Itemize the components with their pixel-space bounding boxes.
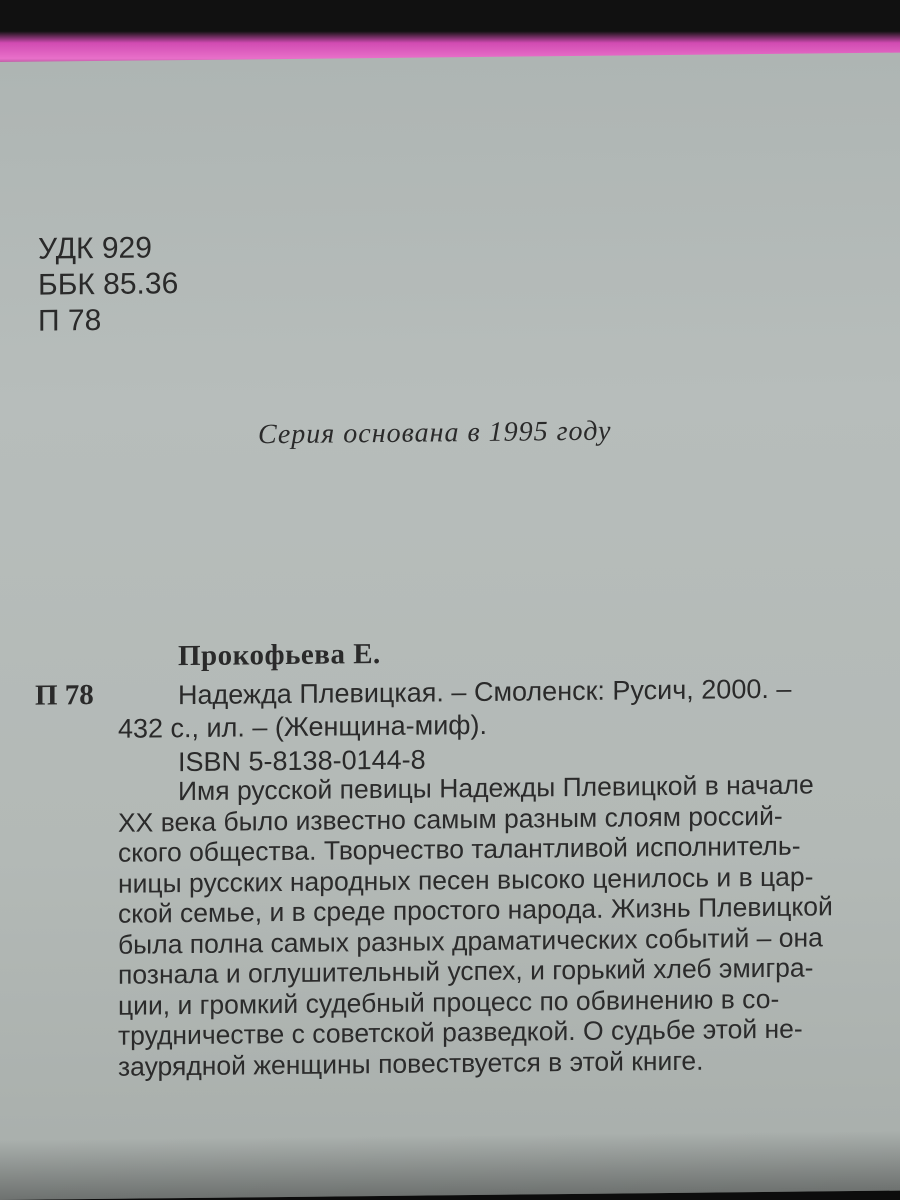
classification-codes — [38, 230, 178, 339]
annotation-line: трудничестве с советской разведкой. О судьбе этой не- — [118, 1013, 803, 1051]
catalog-annotation — [118, 769, 848, 1082]
annotation-line: ницы русских народных песен высоко ценилось и в цар- — [118, 860, 814, 899]
bbk-code: ББК 85.36 — [38, 267, 179, 302]
page-shadow — [0, 1131, 900, 1200]
annotation-line: была полна самых разных драматических событий – она — [118, 921, 823, 960]
annotation-line: познала и оглушительный успех, и горький хлеб эмигра- — [118, 952, 814, 990]
annotation-line: Имя русской певицы Надежды Плевицкой в начале — [178, 769, 814, 807]
catalog-title-line: Надежда Плевицкая. – Смоленск: Русич, 2000. – — [178, 673, 792, 711]
catalog-pages-line: 432 с., ил. – (Женщина-миф). — [118, 709, 487, 744]
book-page — [0, 53, 900, 1200]
catalog-author: Прокофьева Е. — [178, 638, 381, 673]
annotation-line: заурядной женщины повествуется в этой книге. — [118, 1045, 704, 1082]
catalog-code: П 78 — [35, 679, 94, 712]
series-note: Серия основана в 1995 году — [258, 415, 612, 451]
annotation-line: ской семье, и в среде простого народа. Жизнь Плевицкой — [118, 891, 833, 929]
annotation-line: XX века было известно самым разным слоям россий- — [118, 800, 783, 838]
udk-code: УДК 929 — [38, 231, 152, 266]
annotation-line: ции, и громкий судебный процесс по обвинению в со- — [118, 983, 780, 1021]
author-mark-code: П 78 — [38, 303, 102, 338]
annotation-line: ского общества. Творчество талантливой исполнитель- — [118, 830, 801, 868]
catalog-isbn: ISBN 5-8138-0144-8 — [178, 744, 426, 778]
